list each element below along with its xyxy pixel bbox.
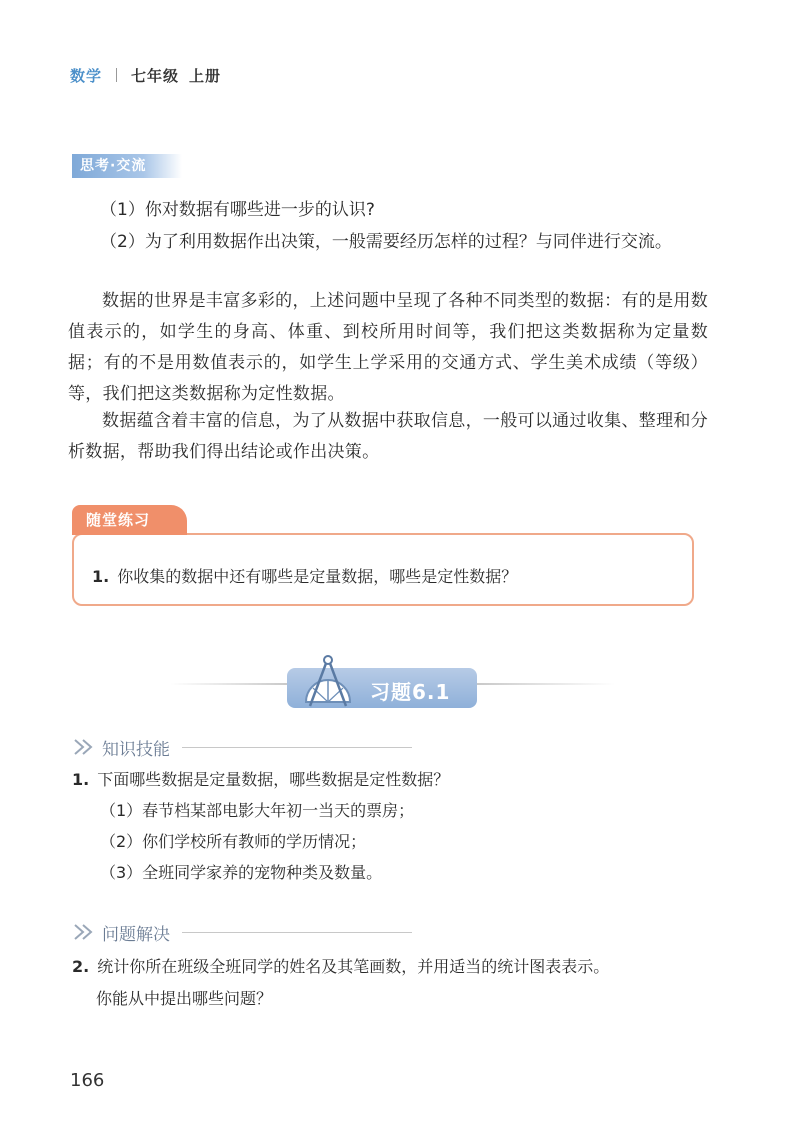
body-paragraph-2: 数据蕴含着丰富的信息，为了从数据中获取信息，一般可以通过收集、整理和分析数据，帮助我们得出结论或作出决策。 bbox=[68, 411, 708, 462]
think-question-2: （2）为了利用数据作出决策，一般需要经历怎样的过程？与同伴进行交流。 bbox=[100, 232, 672, 252]
compass-protractor-icon bbox=[298, 652, 358, 710]
exercise-1-sub-3: （3）全班同学家养的宠物种类及数量。 bbox=[100, 863, 383, 882]
exercise-title: 习题6.1 bbox=[370, 680, 451, 704]
practice-item-text: 你收集的数据中还有哪些是定量数据，哪些是定性数据？ bbox=[117, 567, 518, 586]
double-chevron-icon bbox=[72, 737, 98, 759]
page-header bbox=[70, 64, 221, 86]
page-number: 166 bbox=[70, 1070, 105, 1091]
subject-label: 数学 bbox=[70, 66, 103, 85]
banner-rule-left bbox=[170, 683, 290, 685]
section-1-label: 知识技能 bbox=[102, 740, 170, 760]
practice-tag: 随堂练习 bbox=[72, 505, 187, 535]
exercise-2-question bbox=[72, 952, 609, 982]
grade-label: 七年级 bbox=[131, 66, 180, 85]
exercise-1-sub-1: （1）春节档某部电影大年初一当天的票房； bbox=[100, 801, 415, 820]
section-1-rule bbox=[182, 747, 412, 748]
exercise-1-text: 下面哪些数据是定量数据，哪些数据是定性数据？ bbox=[97, 770, 450, 789]
section-2-rule bbox=[182, 932, 412, 933]
header-divider bbox=[116, 68, 117, 82]
practice-item-number: 1. bbox=[92, 567, 110, 586]
think-exchange-tag: 思考·交流 bbox=[72, 154, 182, 178]
double-chevron-icon bbox=[72, 922, 98, 944]
section-problem-solving bbox=[72, 920, 412, 945]
banner-rule-right bbox=[475, 683, 615, 685]
think-question-1: （1）你对数据有哪些进一步的认识? bbox=[100, 200, 375, 220]
exercise-2-number: 2. bbox=[72, 957, 90, 976]
volume-label: 上册 bbox=[189, 66, 222, 85]
section-knowledge-skills bbox=[72, 735, 412, 760]
exercise-1-sub-2: （2）你们学校所有教师的学历情况； bbox=[100, 832, 367, 851]
exercise-1-question bbox=[72, 765, 449, 795]
body-paragraph-1: 数据的世界是丰富多彩的，上述问题中呈现了各种不同类型的数据：有的是用数值表示的，如学生的身高、体重、到校所用时间等，我们把这类数据称为定量数据；有的不是用数值表示的，如学生上学采用的交通方式、学生美术成绩（等级）等，我们把这类数据称为定性数据。 bbox=[68, 291, 708, 404]
exercise-2-text-line-2: 你能从中提出哪些问题？ bbox=[96, 989, 273, 1008]
practice-item bbox=[92, 564, 517, 587]
exercise-1-number: 1. bbox=[72, 770, 90, 789]
section-2-label: 问题解决 bbox=[102, 925, 170, 945]
exercise-2-text-line-1: 统计你所在班级全班同学的姓名及其笔画数，并用适当的统计图表表示。 bbox=[97, 957, 610, 976]
